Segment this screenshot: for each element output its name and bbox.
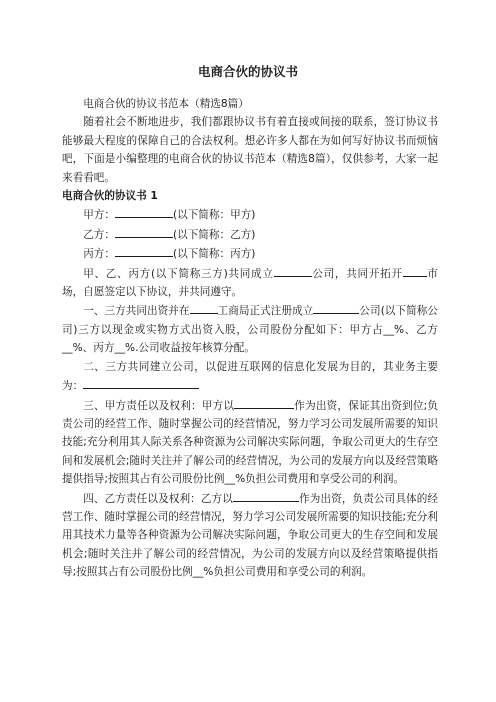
agreement-paragraph [62, 264, 438, 302]
company-name-blank [274, 264, 312, 277]
party-c-line [62, 244, 438, 263]
intro-subtitle: 电商合伙的协议书范本（精选8篇） [83, 98, 249, 110]
clause-4-text-a: 四、乙方责任以及权利：乙方以 [83, 492, 233, 505]
clause-3 [62, 396, 438, 489]
clause-1-text-c: 公司(以下简称公司)三方以现金或实物方式出资入股，公司股份分配如下：甲方占__%、乙方__%、丙方__%.公司收益按年核算分配。 [62, 305, 439, 355]
agreement-text-c: 市场，自愿签定以下协议，并共同遵守。 [62, 267, 439, 299]
clause-4 [62, 489, 438, 582]
party-a-prefix: 甲方： [83, 209, 115, 222]
clause-2 [62, 358, 438, 396]
party-a-suffix: (以下简称：甲方) [172, 209, 256, 222]
party-c-prefix: 丙方： [83, 248, 115, 261]
clause-1 [62, 301, 438, 357]
business-blank [83, 376, 199, 389]
party-c-suffix: (以下简称：丙方) [172, 248, 256, 261]
party-b-prefix: 乙方： [83, 228, 115, 241]
party-b-suffix: (以下简称：乙方) [172, 228, 256, 241]
agreement-text-b: 公司，共同开拓开 [311, 267, 403, 280]
document-body [62, 95, 438, 582]
clause-1-blank-1 [190, 301, 218, 314]
party-c-blank [115, 244, 173, 257]
clause-3-text-b: 作为出资，保证其出资到位;负责公司的经营工作、随时掌握公司的经营情况，努力学习公司发展所需要的知识技能;充分利用其人际关系各种资源为公司解决实际问题，争取公司更大的生存空间和发展机会;随时关注并了解公司的经营情况，为公司的发展方向以及经营策略提供指导;按照其占有公司股份比例__%负担公司费用和享受公司的利润。 [62, 399, 438, 486]
clause-2-text: 二、三方共同建立公司，以促进互联网的信息化发展为目的，其业务主要为： [62, 360, 438, 393]
intro-paragraph: 随着社会不断地进步，我们都跟协议书有着直接或间接的联系，签订协议书能够最大程度的保障自己的合法权利。想必许多人都在为如何写好协议书而烦恼吧，下面是小编整理的电商合伙的协议书范本（精选8篇），仅供参考，大家一起来看看吧。 [62, 116, 438, 184]
clause-1-blank-2 [313, 301, 359, 314]
party-a-blank [115, 205, 173, 218]
party-b-line [62, 225, 438, 244]
market-blank [403, 264, 427, 277]
clause-3-text-a: 三、甲方责任以及权利：甲方以 [83, 399, 235, 412]
section-heading: 电商合伙的协议书 1 [62, 190, 158, 203]
agreement-text-a: 甲、乙、丙方(以下简称三方)共同成立 [83, 267, 274, 280]
party-a-line [62, 205, 438, 224]
clause-1-text-b: 工商局正式注册成立 [217, 305, 314, 318]
clause-4-text-b: 作为出资，负责公司具体的经营工作、随时掌握公司的经营情况，努力学习公司发展所需要的知识技能;充分利用其技术力量等各种资源为公司解决实际问题，争取公司更大的生存空间和发展机会;随时关注并了解公司的经营情况，为公司的发展方向以及经营策略提供指导;按照其占有公司股份比例__%负担公司费用和享受公司的利润。 [62, 492, 439, 579]
page-title: 电商合伙的协议书 [197, 64, 298, 79]
clause-4-blank [233, 489, 299, 502]
clause-3-blank [234, 396, 294, 409]
party-b-blank [115, 225, 173, 238]
clause-1-text-a: 一、三方共同出资并在 [83, 305, 190, 318]
